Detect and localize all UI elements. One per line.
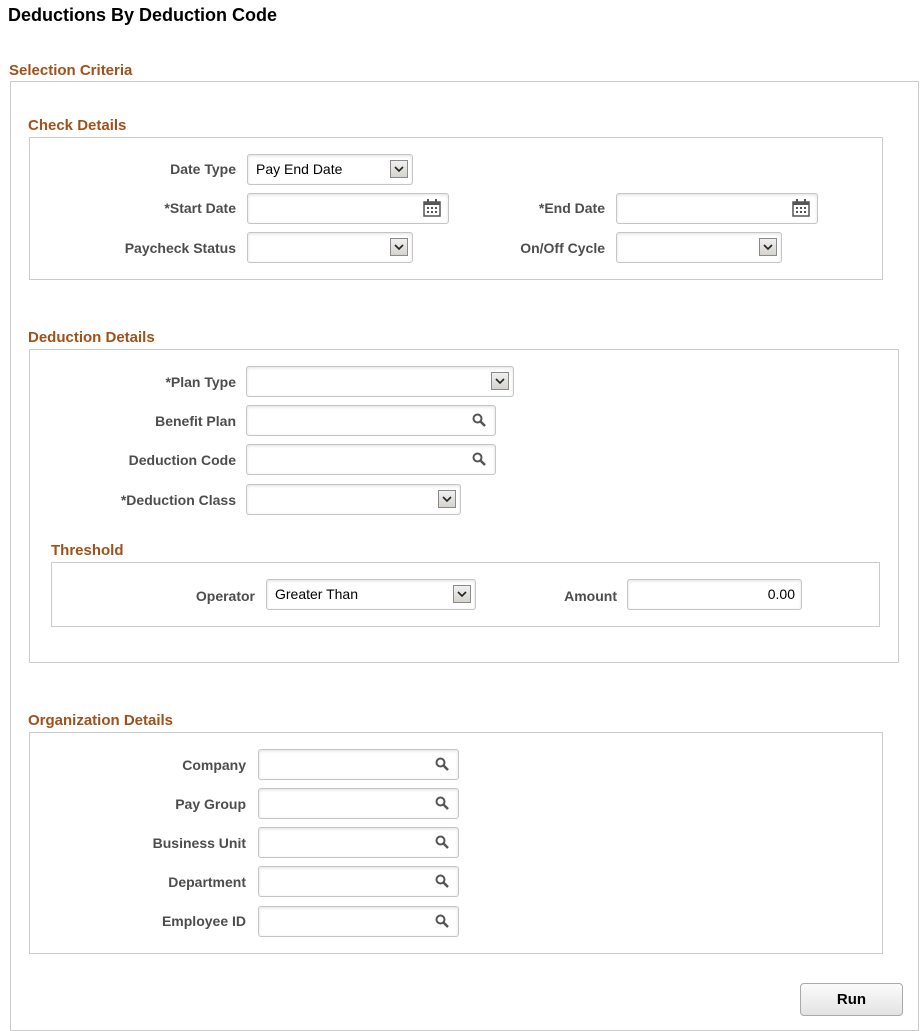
calendar-icon[interactable] [423,199,441,220]
amount-label: Amount [564,588,617,604]
pay-group-input[interactable] [258,788,459,819]
start-date-input[interactable] [247,193,449,224]
employee-id-label: Employee ID [161,913,246,929]
end-date-label: *End Date [538,200,605,216]
employee-id-input[interactable] [258,906,459,937]
search-icon[interactable] [435,914,449,931]
search-icon[interactable] [435,874,449,891]
chevron-down-icon[interactable] [390,238,408,256]
date-type-select[interactable] [247,154,413,185]
threshold-title: Threshold [51,542,124,559]
plan-type-select[interactable] [246,366,514,397]
operator-label: Operator [195,588,255,604]
business-unit-input[interactable] [258,827,459,858]
chevron-down-icon[interactable] [438,490,456,508]
benefit-plan-input[interactable] [246,405,496,436]
search-icon[interactable] [435,757,449,774]
deduction-code-input[interactable] [246,444,496,475]
chevron-down-icon[interactable] [390,160,408,178]
deduction-class-select[interactable] [246,484,461,515]
run-button[interactable]: Run [800,983,903,1016]
business-unit-label: Business Unit [152,835,246,851]
check-details-title: Check Details [28,117,127,134]
department-label: Department [168,874,246,890]
paycheck-status-label: Paycheck Status [124,240,236,256]
deduction-class-label: *Deduction Class [120,492,236,508]
benefit-plan-label: Benefit Plan [155,413,236,429]
page-title: Deductions By Deduction Code [8,5,278,25]
search-icon[interactable] [435,835,449,852]
end-date-input[interactable] [616,193,818,224]
deduction-details-title: Deduction Details [28,329,155,346]
date-type-value: Pay End Date [256,161,343,177]
start-date-label: *Start Date [164,200,236,216]
chevron-down-icon[interactable] [453,585,471,603]
selection-criteria-title: Selection Criteria [9,62,133,79]
operator-value: Greater Than [275,586,359,602]
calendar-icon[interactable] [792,199,810,220]
amount-input[interactable] [627,579,802,610]
on-off-cycle-label: On/Off Cycle [520,240,605,256]
date-type-label: Date Type [170,161,236,177]
deduction-code-label: Deduction Code [128,452,236,468]
search-icon[interactable] [472,452,486,469]
operator-select[interactable] [266,579,476,610]
paycheck-status-select[interactable] [247,232,413,263]
pay-group-label: Pay Group [175,796,246,812]
department-input[interactable] [258,866,459,897]
organization-details-title: Organization Details [28,712,174,729]
search-icon[interactable] [435,796,449,813]
company-input[interactable] [258,749,459,780]
on-off-cycle-select[interactable] [616,232,782,263]
amount-value: 0.00 [767,586,795,602]
chevron-down-icon[interactable] [759,238,777,256]
plan-type-label: *Plan Type [165,374,236,390]
search-icon[interactable] [472,413,486,430]
company-label: Company [182,757,246,773]
chevron-down-icon[interactable] [491,372,509,390]
